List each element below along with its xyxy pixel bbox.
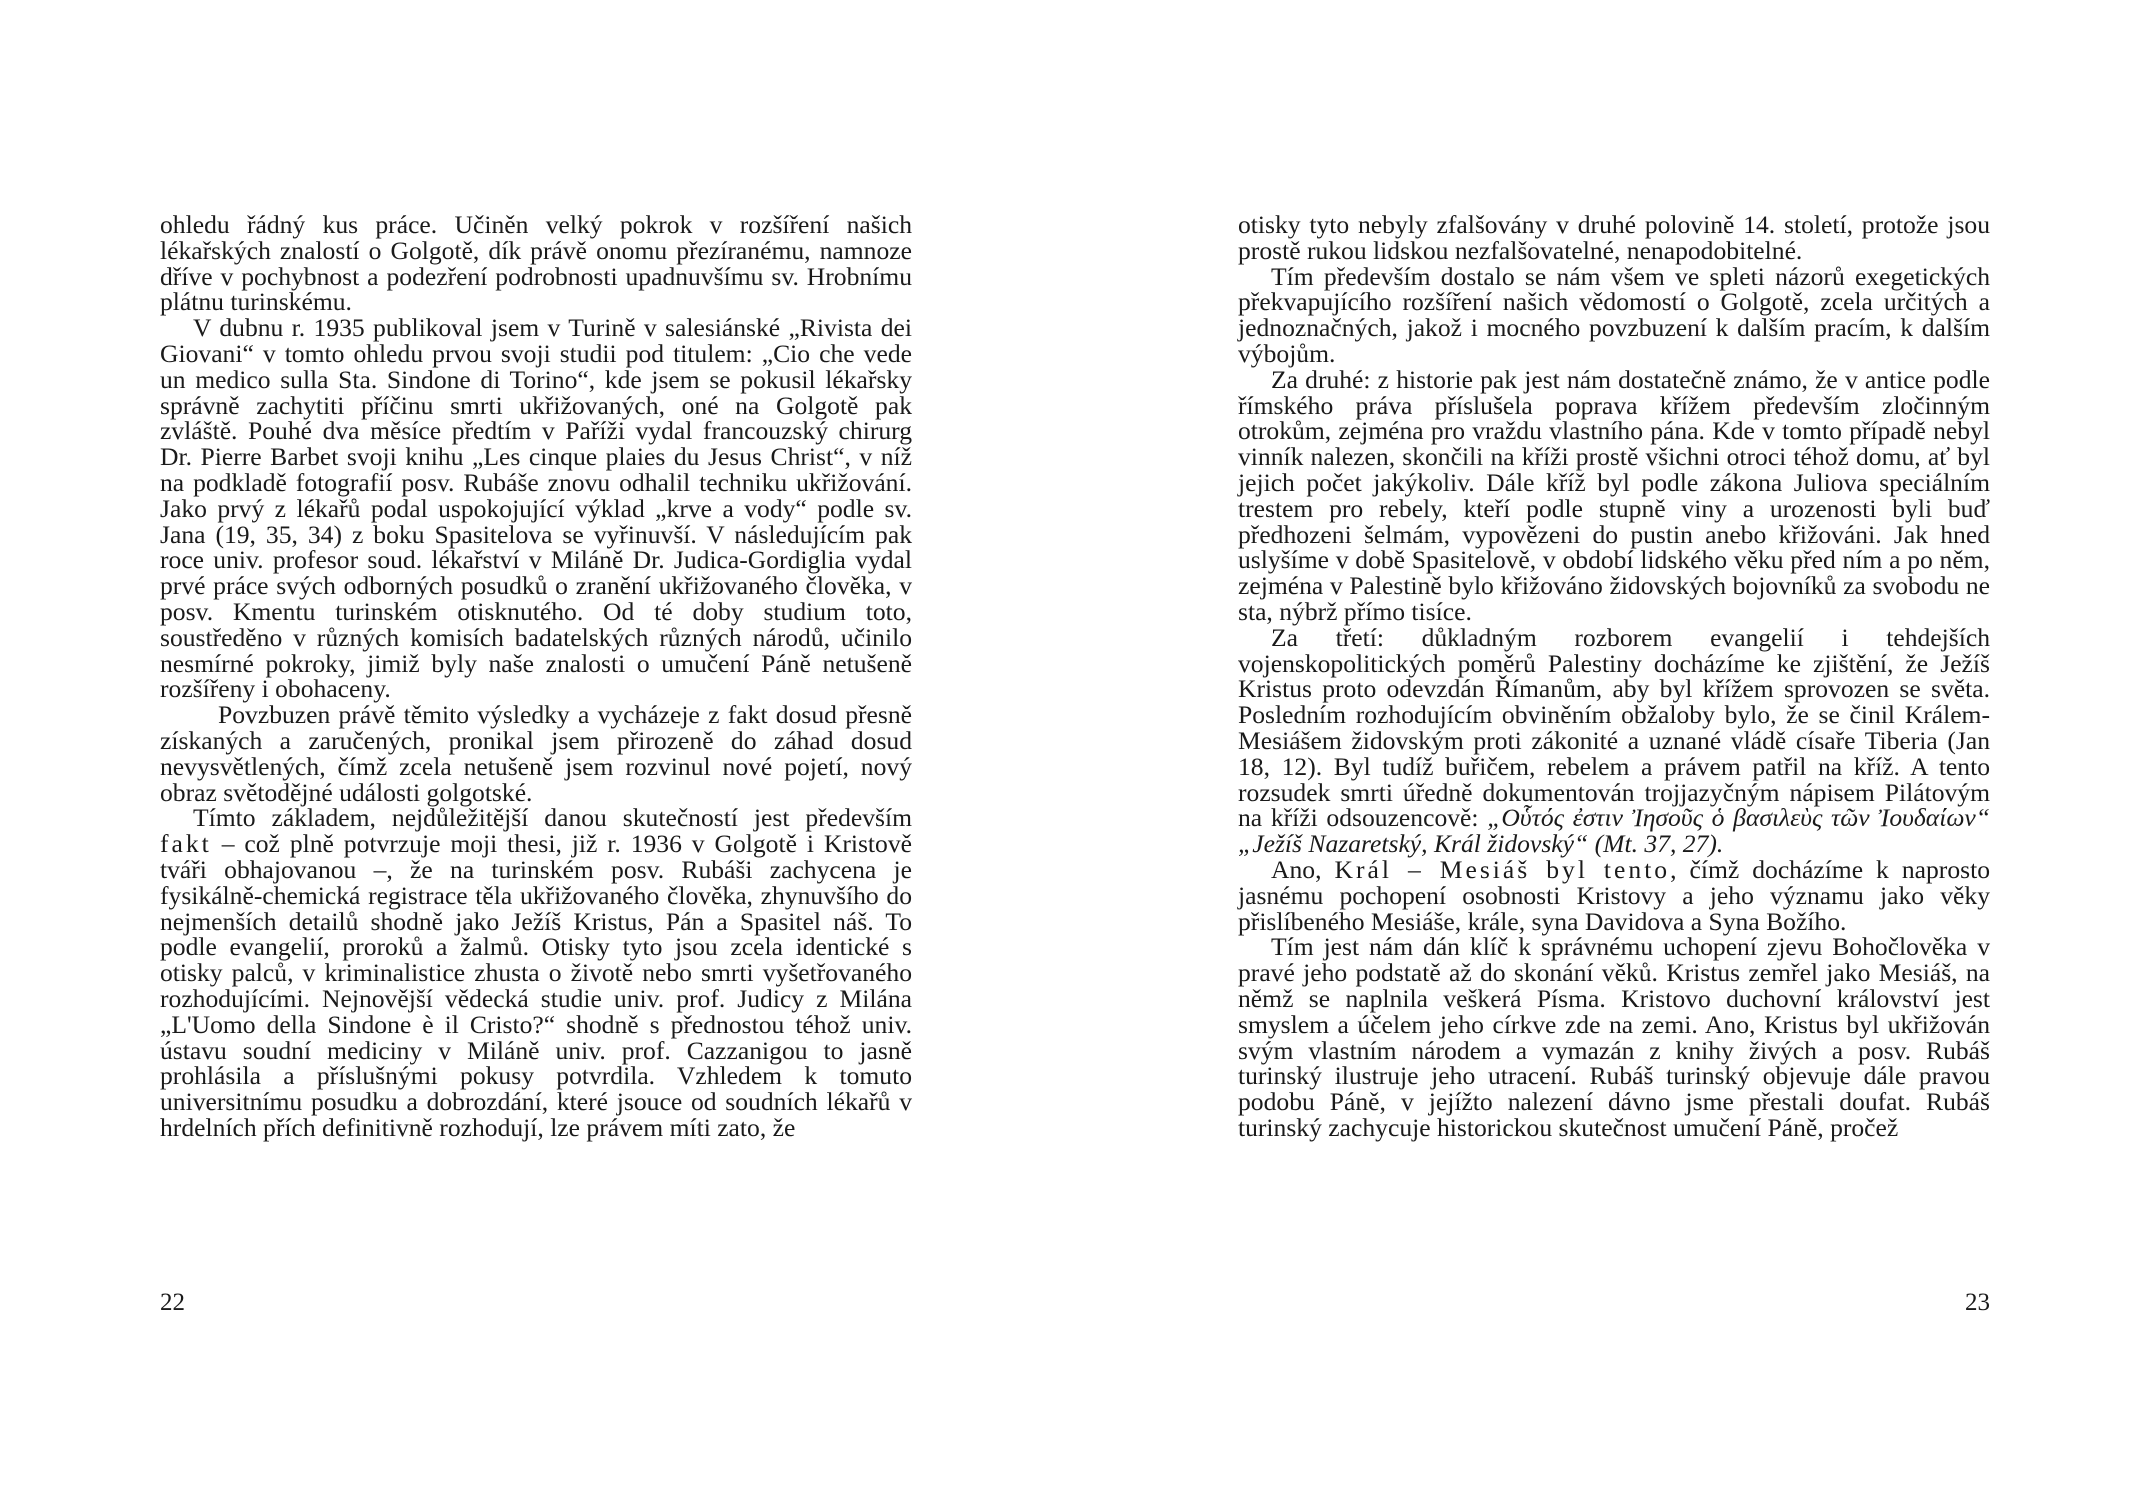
left-paragraph-2: V dubnu r. 1935 publikoval jsem v Turině v salesiánské „Rivista dei Giovani“ v tomto ohledu prvou svoji studii pod titulem: „Cio che vede un medico sulla Sta. Sindone di Torino“, kde jsem se pokusil lékařsky správně zachytiti příčinu smrti ukřižovaných, oné na Golgotě pak zvláště. Pouhé dva měsíce předtím v Paříži vydal francouzský chirurg Dr. Pierre Barbet svoji knihu „Les cinque plaies du Jesus Christ“, v níž na podkladě fotografií posv. Rubáše znovu odhalil techniku ukřižování. Jako prvý z lékařů podal uspokojující výklad „krve a vody“ podle sv. Jana (19, 35, 34) z boku Spasitelova se vyřinuvší. V následujícím pak roce univ. profesor soud. lékařství v Miláně Dr. Judica-Gordiglia vydal prvé práce svých odborných posudků o zranění ukřižovaného člověka, v posv. Kmentu turinském otisknutého. Od té doby studium toto, soustředěno v různých komisích badatelských různých národů, učinilo nesmírné pokroky, jimiž byly naše znalosti o umučení Páně netušeně rozšířeny i obohaceny. <box>160 313 912 704</box>
left-page-text <box>160 212 912 1141</box>
left-paragraph-3: Povzbuzen právě těmito výsledky a vycházeje z fakt dosud přesně získaných a zaručených, pronikal jsem přirozeně do záhad dosud nevysvětlených, čímž zcela netušeně jsem rozvinul nové pojetí, nový obraz světodějné události golgotské. <box>160 700 912 807</box>
right-paragraph-1: otisky tyto nebyly zfalšovány v druhé polovině 14. století, protože jsou prostě rukou lidskou nezfalšovatelné, nenapodobitelné. <box>1238 210 1990 265</box>
czech-inscription: „Ježíš Nazaretský, Král židovský“ <box>1238 829 1589 859</box>
right-page <box>1065 0 2130 1500</box>
left-page-number: 22 <box>160 1289 185 1316</box>
right-paragraph-5-rest: , čímž docházíme k naprosto jasnému pochopení osobnosti Kristovy a jeho významu jako věky přislíbeného Mesiáše, krále, syna Davidova a Syna Božího. <box>1238 854 1990 936</box>
left-paragraph-4-start: Tímto základem, nejdůležitější danou skutečností jest především <box>193 803 912 833</box>
right-paragraph-4 <box>1238 622 1990 859</box>
left-paragraph-4 <box>160 805 912 1140</box>
left-paragraph-4-emphasis: fakt <box>160 829 212 859</box>
right-paragraph-5-start: Ano, <box>1271 854 1322 884</box>
scripture-reference: (Mt. 37, 27). <box>1594 829 1724 859</box>
right-paragraph-5 <box>1238 854 1990 936</box>
right-page-number: 23 <box>1965 1289 1990 1316</box>
left-paragraph-4-rest: – což plně potvrzuje moji thesi, již r. 1936 v Golgotě i Kristově tváři obhajovanou –, že na turinském posv. Rubáši zachycena je fysikálně-chemická registrace těla ukřižovaného člověka, zhynuvšího do nejmenších detailů shodně jako Ježíš Kristus, Pán a Spasitel náš. To podle evangelií, proroků a žalmů. Otisky tyto jsou zcela identické s otisky palců, v kriminalistice zhusta o životě nebo smrti vyšetřovaného rozhodujícími. Nejnovější vědecká studie univ. prof. Judicy z Milána „L'Uomo della Sindone è il Cristo?“ shodně s přednostou téhož univ. ústavu soudní mediciny v Miláně univ. prof. Cazzanigou to jasně prohlásila a příslušnými pokusy potvrdila. Vzhledem k tomuto universitnímu posudku a dobrozdání, které jsouce od soudních lékařů v hrdelních přích definitivně rozhodují, lze právem míti zato, že <box>160 829 912 1142</box>
right-paragraph-2: Tím především dostalo se nám všem ve spleti názorů exegetických překvapujícího rozšíření našich vědomostí o Golgotě, zcela určitých a jednoznačných, jakož i mocného povzbuzení k dalším pracím, k dalším výbojům. <box>1238 261 1990 368</box>
right-paragraph-4-start: Za třetí: důkladným rozborem evangelií i tehdejších vojenskopolitických poměrů Palestiny docházíme ke zjištění, že Ježíš Kristus proto odevzdán Římanům, aby byl křížem sprovozen se světa. Posledním rozhodujícím obviněním obžaloby bylo, že se činil Králem-Mesiášem židovským proti zákonité a uznané vládě císaře Tiberia (Jan 18, 12). Byl tudíž buřičem, rebelem a právem patřil na kříž. A tento rozsudek smrti úředně dokumentován trojjazyčným nápisem Pilátovým na kříži odsouzencově: <box>1238 622 1990 833</box>
left-paragraph-1: ohledu řádný kus práce. Učiněn velký pokrok v rozšíření našich lékařských znalostí o Golgotě, dík právě onomu přezíranému, namnoze dříve v pochybnost a podezření podrobnosti upadnuvšímu sv. Hrobnímu plátnu turinskému. <box>160 210 912 317</box>
right-paragraph-5-emphasis: Král – Mesiáš byl tento <box>1334 854 1671 884</box>
greek-inscription: „Οὗτός ἐστιν Ἰησοῦς ὁ βασιλεὺς τῶν Ἰουδαίων“ <box>1487 803 1990 833</box>
right-page-text <box>1238 212 1990 1141</box>
right-paragraph-6: Tím jest nám dán klíč k správnému uchopení zjevu Bohočlověka v pravé jeho podstatě až do skonání věků. Kristus zemřel jako Mesiáš, na němž se naplnila veškerá Písma. Kristovo duchovní království jest smyslem a účelem jeho církve zde na zemi. Ano, Kristus byl ukřižován svým vlastním národem a vymazán z knihy živých a posv. Rubáš turinský ilustruje jeho utracení. Rubáš turinský objevuje dále pravou podobu Páně, v jejížto nalezení dávno jsme přestali doufat. Rubáš turinský zachycuje historickou skutečnost umučení Páně, pročež <box>1238 932 1990 1142</box>
right-paragraph-3: Za druhé: z historie pak jest nám dostatečně známo, že v antice podle římského práva příslušela poprava křížem především zločinným otrokům, zejména pro vraždu vlastního pána. Kde v tomto případě nebyl vinník nalezen, skončili na kříži prostě všichni otroci téhož domu, ať byl jejich počet jakýkoliv. Dále kříž byl podle zákona Juliova speciálním trestem pro rebely, kteří podle stupně viny a urozenosti byli buď předhozeni šelmám, vypovězeni do pustin anebo křižováni. Jak hned uslyšíme v době Spasitelově, v období lidského věku před ním a po něm, zejména v Palestině bylo křižováno židovských bojovníků za svobodu ne sta, nýbrž přímo tisíce. <box>1238 364 1990 626</box>
